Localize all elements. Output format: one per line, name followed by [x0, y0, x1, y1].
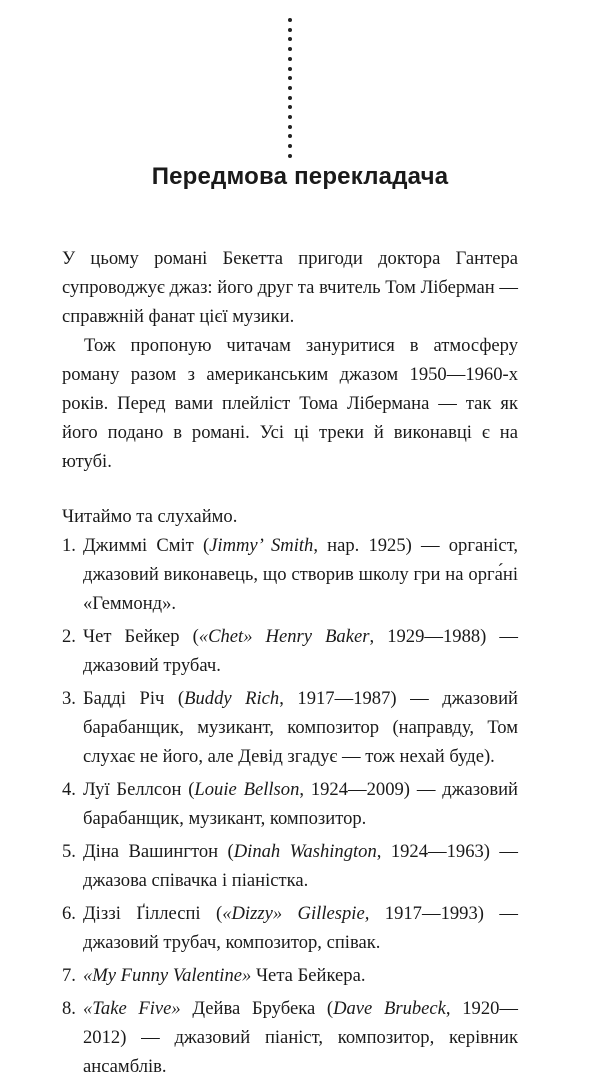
item-track-title: «Take Five» — [83, 998, 181, 1019]
list-item — [62, 775, 518, 833]
list-intro: Читаймо та слухаймо. — [62, 506, 238, 527]
item-original-name: «Dizzy» Gillespie, — [222, 903, 370, 924]
item-number: 3. — [62, 688, 76, 709]
dot — [288, 28, 292, 32]
item-text: , 1924—1963) — джазова співачка і піаністка. — [83, 841, 519, 891]
dot — [288, 144, 292, 148]
item-original-name: Buddy Rich — [184, 688, 280, 709]
item-original-name: Dinah Washington — [233, 841, 377, 862]
decorative-dotted-line — [287, 18, 293, 158]
dot — [288, 67, 292, 71]
list-item — [62, 899, 518, 957]
item-number: 7. — [62, 965, 76, 986]
item-text: , 1917—1987) — джазовий барабанщик, музикант, композитор (направду, Том слухає не його, але Девід згадує — тож нехай буде). — [83, 688, 518, 767]
item-number: 1. — [62, 535, 76, 556]
dot — [288, 57, 292, 61]
dot — [288, 154, 292, 158]
item-text: 1917—1993) — джазовий трубач, композитор, співак. — [83, 903, 518, 953]
list-item — [62, 994, 518, 1081]
item-text: Бадді Річ ( — [83, 688, 185, 709]
dot — [288, 115, 292, 119]
item-number: 8. — [62, 998, 76, 1019]
dot — [288, 86, 292, 90]
item-text: , 1929—1988) — джазовий трубач. — [83, 626, 519, 676]
item-original-name: Dave Brubeck — [333, 998, 446, 1019]
item-text: Діззі Ґіллеспі ( — [83, 903, 223, 924]
item-text: , 1924—2009) — джазовий барабанщик, музикант, композитор. — [83, 779, 518, 829]
list-item — [62, 684, 518, 771]
intro-paragraph-1: У цьому романі Бекетта пригоди доктора Гантера супроводжує джаз: його друг та вчитель Том Ліберман — справжній фанат цієї музики. — [62, 248, 518, 327]
item-number: 2. — [62, 626, 76, 647]
dot — [288, 47, 292, 51]
item-text: , нар. 1925) — органіст, джазовий виконавець, що створив школу гри на орга́ні «Геммонд». — [83, 535, 518, 614]
item-text: Діна Вашингтон ( — [83, 841, 234, 862]
item-original-name: Louie Bellson — [194, 779, 300, 800]
intro-paragraph-2: Тож пропоную читачам зануритися в атмосферу роману разом з американським джазом 1950—1960-х років. Перед вами плейліст Тома Лібермана — так як його подано в романі. Усі ці треки й виконавці є на ютубі. — [62, 335, 518, 472]
dot — [288, 18, 292, 22]
item-text: Чета Бейкера. — [251, 965, 366, 986]
list-item — [62, 622, 518, 680]
dot — [288, 134, 292, 138]
item-track-title: «My Funny Valentine» — [83, 965, 252, 986]
dot — [288, 105, 292, 109]
item-text: , 1920—2012) — джазовий піаніст, композитор, керівник ансамблів. — [83, 998, 519, 1077]
spacer — [62, 476, 518, 502]
item-text: Джиммі Сміт ( — [83, 535, 210, 556]
playlist — [62, 531, 518, 1081]
item-text: Дейва Брубека ( — [180, 998, 334, 1019]
item-number: 6. — [62, 903, 76, 924]
item-original-name: «Chet» Henry Baker — [198, 626, 370, 647]
page-title: Передмова перекладача — [151, 163, 449, 190]
dot — [288, 125, 292, 129]
dot — [288, 37, 292, 41]
list-item — [62, 961, 518, 990]
item-text: Луї Беллсон ( — [83, 779, 195, 800]
list-item — [62, 837, 518, 895]
item-number: 5. — [62, 841, 76, 862]
body-text — [62, 244, 518, 1085]
item-original-name: Jimmy’ Smith — [209, 535, 314, 556]
list-item — [62, 531, 518, 618]
dot — [288, 76, 292, 80]
item-text: Чет Бейкер ( — [83, 626, 199, 647]
dot — [288, 96, 292, 100]
item-number: 4. — [62, 779, 76, 800]
